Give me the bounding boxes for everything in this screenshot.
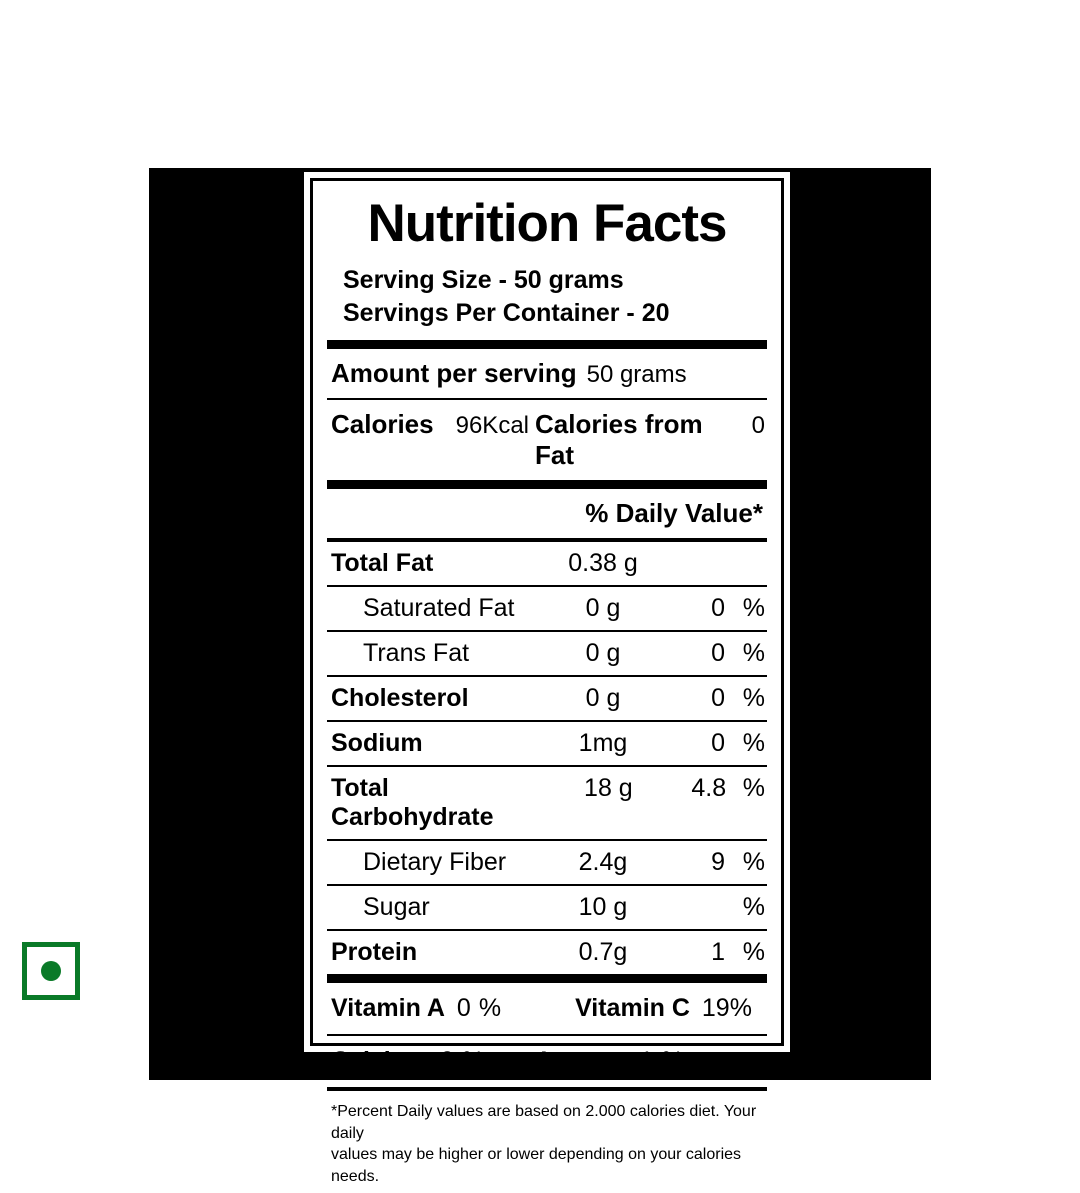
- nutrient-pct: 1: [711, 938, 725, 966]
- panel-title: Nutrition Facts: [367, 194, 727, 253]
- vitamin-a-label: Vitamin A: [331, 994, 445, 1022]
- vitamin-a-symbol: %: [478, 994, 502, 1022]
- nutrient-value: 0 g: [585, 684, 621, 712]
- nutrient-pct-symbol: %: [742, 684, 765, 712]
- nutrient-value: 10 g: [578, 893, 628, 921]
- nutrient-name: Total Fat: [331, 549, 434, 577]
- calories-from-fat-label: Calories from Fat: [535, 409, 703, 470]
- iron-value: 1: [639, 1047, 654, 1075]
- serving-size: Serving Size - 50 grams: [343, 266, 624, 294]
- daily-value-header: % Daily Value*: [327, 489, 767, 542]
- calcium-label: Calcium: [331, 1047, 429, 1075]
- nutrient-name: Cholesterol: [331, 684, 469, 712]
- nutrient-value: 0 g: [585, 594, 621, 622]
- calcium-symbol: %: [462, 1047, 485, 1075]
- nutrient-row-sugar: [327, 886, 767, 931]
- nutrient-value: 2.4g: [578, 848, 628, 876]
- nutrient-row-saturated-fat: [327, 587, 767, 632]
- nutrient-name: Saturated Fat: [363, 594, 515, 622]
- calories-row: [327, 400, 767, 489]
- calcium-value: 0: [440, 1047, 455, 1075]
- nutrient-value: 0.7g: [578, 938, 628, 966]
- amount-per-serving-value: 50 grams: [586, 361, 687, 388]
- nutrient-pct-symbol: %: [742, 594, 765, 622]
- nutrient-name: Trans Fat: [363, 639, 470, 667]
- nutrient-pct: 0: [711, 684, 725, 712]
- amount-per-serving-row: [327, 349, 767, 400]
- iron-symbol: %: [661, 1047, 684, 1075]
- footnote-line-2: values may be higher or lower depending on your calories needs.: [331, 1146, 742, 1185]
- nutrient-row-protein: [327, 931, 767, 983]
- nutrient-pct: 0: [711, 729, 725, 757]
- nutrient-name: Total Carbohydrate: [331, 774, 494, 831]
- nutrient-row-dietary-fiber: [327, 841, 767, 886]
- nutrition-facts-panel-inner: [310, 178, 784, 1185]
- calories-label: Calories: [331, 409, 434, 439]
- vitamin-a-value: 0: [456, 994, 471, 1022]
- vegetarian-mark-icon: [22, 942, 80, 1000]
- nutrient-name: Protein: [331, 938, 418, 966]
- calories-from-fat-value: 0: [751, 412, 765, 439]
- nutrient-name: Dietary Fiber: [363, 848, 507, 876]
- vegetarian-mark-dot: [41, 961, 61, 981]
- vitamin-row-a-c: [327, 983, 767, 1036]
- nutrient-pct: 9: [711, 848, 725, 876]
- nutrient-pct-symbol: %: [742, 938, 765, 966]
- vitamin-c-value: 19: [701, 994, 730, 1022]
- nutrient-pct: 4.8: [691, 774, 727, 802]
- nutrient-row-total-carbohydrate: [327, 767, 767, 841]
- nutrient-pct-symbol: %: [742, 848, 765, 876]
- nutrient-pct-symbol: %: [742, 639, 765, 667]
- footnote: [327, 1091, 767, 1193]
- vitamin-c-symbol: %: [729, 994, 752, 1022]
- nutrient-pct: 0: [711, 594, 725, 622]
- nutrient-pct-symbol: %: [742, 729, 765, 757]
- calories-value: 96Kcal: [455, 412, 529, 439]
- nutrient-pct-symbol: %: [742, 774, 765, 802]
- nutrient-value: 18 g: [584, 774, 633, 802]
- nutrient-row-trans-fat: [327, 632, 767, 677]
- nutrient-value: 1mg: [578, 729, 628, 757]
- nutrient-value: 0 g: [585, 639, 621, 667]
- vitamin-c-label: Vitamin C: [575, 994, 690, 1022]
- serving-info: [327, 260, 767, 349]
- nutrient-row-total-fat: [327, 542, 767, 587]
- nutrient-value: 0.38 g: [568, 549, 638, 577]
- nutrient-name: Sodium: [331, 729, 423, 757]
- footnote-line-1: *Percent Daily values are based on 2.000 calories diet. Your daily: [331, 1103, 757, 1142]
- nutrition-facts-panel: [300, 168, 794, 1185]
- nutrient-pct-symbol: %: [742, 893, 765, 921]
- servings-per-container: Servings Per Container - 20: [343, 299, 670, 327]
- nutrient-row-sodium: [327, 722, 767, 767]
- nutrient-pct: 0: [711, 639, 725, 667]
- nutrient-name: Sugar: [363, 893, 430, 921]
- vitamin-row-calcium-iron: [327, 1036, 767, 1091]
- amount-per-serving-label: Amount per serving: [331, 358, 577, 388]
- nutrient-row-cholesterol: [327, 677, 767, 722]
- iron-label: Iron: [540, 1047, 588, 1075]
